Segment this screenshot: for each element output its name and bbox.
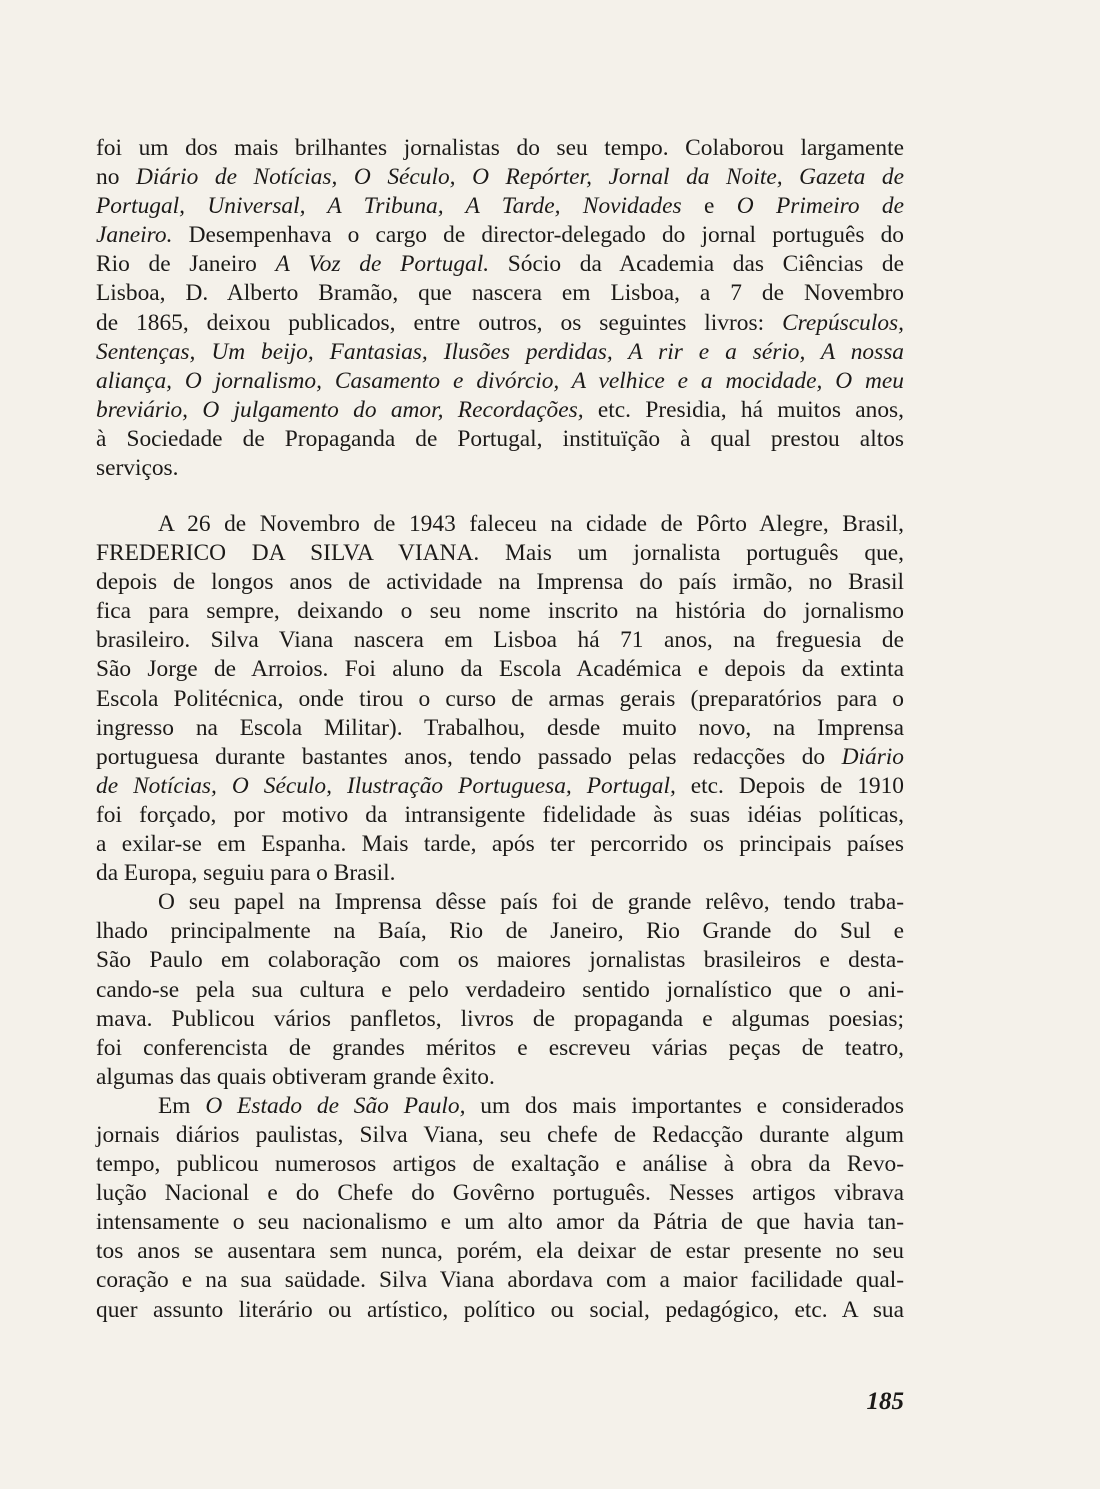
text-line — [96, 597, 904, 626]
text-line — [96, 250, 904, 279]
text-line — [96, 1150, 904, 1179]
text-line — [96, 134, 904, 163]
text-run: foi um dos mais brilhantes jornalistas do seu tempo. Colaborou largamente — [96, 135, 904, 161]
text-run: fica para sempre, deixando o seu nome inscrito na história do jornalismo — [96, 598, 904, 625]
text-run: no — [96, 164, 136, 191]
text-run: cando-se pela sua cultura e pelo verdadeiro sentido jornalístico que o ani- — [96, 976, 904, 1003]
text-line — [96, 1208, 904, 1237]
text-line — [96, 192, 904, 221]
text-run: São Paulo em colaboração com os maiores jornalistas brasileiros e desta- — [96, 947, 904, 974]
italic-title: O Primeiro de — [736, 193, 904, 220]
text-run: foi conferencista de grandes méritos e escreveu várias peças de teatro, — [96, 1034, 904, 1061]
text-run: Em — [158, 1092, 206, 1119]
text-line — [96, 1121, 904, 1150]
text-line — [96, 454, 904, 483]
text-line — [96, 714, 904, 743]
text-line — [96, 279, 904, 308]
text-line — [96, 367, 904, 396]
text-line — [96, 1237, 904, 1266]
text-run: depois de longos anos de actividade na Imprensa do país irmão, no Brasil — [96, 569, 904, 596]
text-line — [96, 859, 904, 888]
text-line — [96, 568, 904, 597]
text-line — [96, 976, 904, 1005]
italic-title: Diário — [841, 743, 904, 770]
text-run: quer assunto literário ou artístico, político ou social, pedagógico, etc. A sua — [96, 1296, 904, 1323]
text-run: mava. Publicou vários panfletos, livros de propaganda e algumas poesias; — [96, 1005, 904, 1032]
text-line — [96, 1063, 904, 1092]
text-line — [96, 1005, 904, 1034]
text-line — [96, 309, 904, 338]
text-line — [96, 655, 904, 684]
italic-title: Portugal, Universal, A Tribuna, A Tarde, Novidades — [96, 193, 682, 220]
text-run: brasileiro. Silva Viana nascera em Lisboa há 71 anos, na freguesia de — [96, 627, 904, 654]
text-run: serviços. — [96, 455, 179, 482]
text-run: FREDERICO DA SILVA VIANA. Mais um jornalista português que, — [96, 540, 904, 567]
text-run: intensamente o seu nacionalismo e um alto amor da Pátria de que havia tan- — [96, 1209, 904, 1236]
text-run: um dos mais importantes e considerados — [465, 1092, 904, 1119]
text-run: lução Nacional e do Chefe do Govêrno português. Nesses artigos vibrava — [96, 1180, 904, 1207]
italic-title: breviário, O julgamento do amor, Recordações, — [96, 396, 584, 423]
text-run: de 1865, deixou publicados, entre outros, os seguintes livros: — [96, 309, 783, 336]
text-run: tempo, publicou numerosos artigos de exaltação e análise à obra da Revo- — [96, 1151, 904, 1178]
italic-title: Janeiro. — [96, 222, 173, 249]
text-run: da Europa, seguiu para o Brasil. — [96, 860, 396, 887]
text-run: Lisboa, D. Alberto Bramão, que nascera em Lisboa, a 7 de Novembro — [96, 280, 904, 307]
text-run: Desempenhava o cargo de director-delegado do jornal português do — [172, 222, 904, 249]
text-line — [96, 1296, 904, 1325]
text-line — [96, 917, 904, 946]
text-line — [96, 801, 904, 830]
text-run: coração e na sua saüdade. Silva Viana abordava com a maior facilidade qual- — [96, 1267, 904, 1294]
italic-title: de Notícias, O Século, Ilustração Portuguesa, Portugal, — [96, 772, 676, 799]
text-line — [96, 539, 904, 568]
text-run: algumas das quais obtiveram grande êxito. — [96, 1063, 495, 1090]
text-line — [96, 626, 904, 655]
text-run: etc. Presidia, há muitos anos, — [583, 396, 904, 423]
paragraph-silva-viana — [96, 510, 904, 1325]
italic-title: aliança, O jornalismo, Casamento e divórcio, A velhice e a mocidade, O meu — [96, 367, 904, 394]
text-run: Sócio da Academia das Ciências de — [489, 251, 904, 278]
text-run: Rio de Janeiro — [96, 251, 276, 278]
text-line — [96, 338, 904, 367]
text-run: portuguesa durante bastantes anos, tendo passado pelas redacções do — [96, 743, 842, 770]
text-line — [96, 425, 904, 454]
text-run: foi forçado, por motivo da intransigente fidelidade às suas idéias políticas, — [96, 801, 904, 828]
text-line — [96, 1179, 904, 1208]
text-line — [96, 1034, 904, 1063]
text-line — [96, 1092, 904, 1121]
text-run: A 26 de Novembro de 1943 faleceu na cidade de Pôrto Alegre, Brasil, — [158, 511, 904, 537]
text-run: jornais diários paulistas, Silva Viana, seu chefe de Redacção durante algum — [96, 1121, 904, 1148]
page-number: 185 — [866, 1388, 904, 1415]
text-run: etc. Depois de 1910 — [675, 772, 904, 799]
text-line — [96, 510, 904, 539]
text-line — [96, 1266, 904, 1295]
text-run: Escola Politécnica, onde tirou o curso de armas gerais (preparatórios para o — [96, 685, 904, 712]
text-line — [96, 221, 904, 250]
text-run: ingresso na Escola Militar). Trabalhou, desde muito novo, na Imprensa — [96, 714, 904, 741]
text-run: e — [681, 193, 737, 220]
italic-title: O Estado de São Paulo, — [205, 1092, 466, 1119]
italic-title: Crepúsculos, — [782, 309, 904, 336]
text-run: São Jorge de Arroios. Foi aluno da Escola Académica e depois da extinta — [96, 656, 904, 683]
italic-title: Diário de Notícias, O Século, O Repórter, Jornal da Noite, Gazeta de — [135, 164, 904, 191]
text-line — [96, 685, 904, 714]
text-line — [96, 888, 904, 917]
text-line — [96, 830, 904, 859]
text-run: O seu papel na Imprensa dêsse país foi de grande relêvo, tendo traba- — [158, 889, 904, 916]
text-run: à Sociedade de Propaganda de Portugal, instituïção à qual prestou altos — [96, 425, 904, 452]
text-line — [96, 396, 904, 425]
italic-title: Sentenças, Um beijo, Fantasias, Ilusões perdidas, A rir e a sério, A nossa — [96, 338, 904, 365]
paragraph-continued-bramao — [96, 134, 904, 483]
text-run: tos anos se ausentara sem nunca, porém, ela deixar de estar presente no seu — [96, 1238, 904, 1265]
text-line — [96, 946, 904, 975]
text-line — [96, 163, 904, 192]
text-line — [96, 743, 904, 772]
text-line — [96, 772, 904, 801]
italic-title: A Voz de Portugal. — [275, 251, 490, 278]
text-run: a exilar-se em Espanha. Mais tarde, após ter percorrido os principais países — [96, 831, 904, 858]
text-run: lhado principalmente na Baía, Rio de Janeiro, Rio Grande do Sul e — [96, 918, 904, 945]
